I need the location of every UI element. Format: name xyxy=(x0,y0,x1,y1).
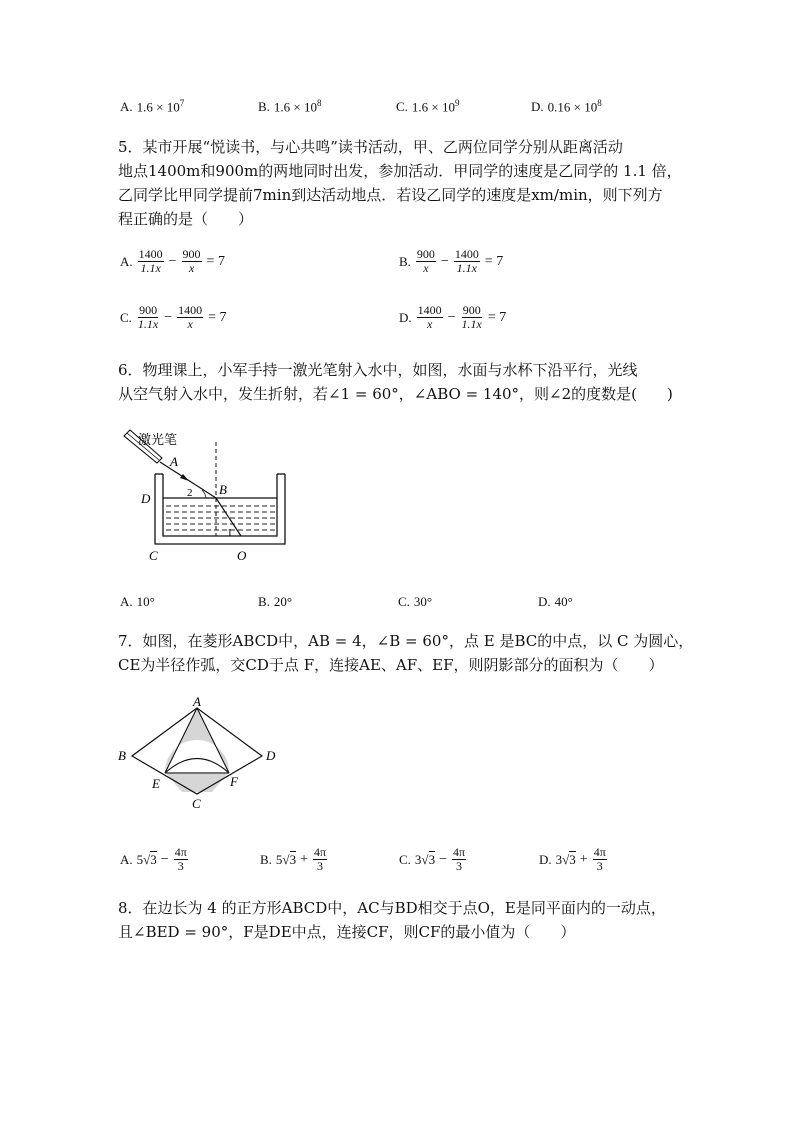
radicand: 3 xyxy=(289,852,297,867)
point-o-label: O xyxy=(237,548,247,563)
option-label: A. xyxy=(120,253,133,269)
fraction: $\frac{4\pi}{3}$ xyxy=(593,845,606,873)
q7-option-c[interactable] xyxy=(399,846,467,873)
q4-option-b[interactable] xyxy=(258,98,322,115)
mantissa: 1.6 xyxy=(273,99,291,115)
option-label: A. xyxy=(120,594,133,609)
sqrt-icon: √ xyxy=(143,851,151,867)
equation-rhs: = 7 xyxy=(208,309,227,325)
radicand: 3 xyxy=(428,852,436,867)
equation-rhs: = 7 xyxy=(487,309,507,325)
mantissa: 1.6 xyxy=(136,99,153,115)
option-label: B. xyxy=(399,253,411,269)
coefficient: 3 xyxy=(414,851,422,867)
option-label: C. xyxy=(120,309,132,325)
base: 10 xyxy=(442,99,456,115)
coefficient: 5 xyxy=(136,851,144,867)
q5-stem-line-1: 5．某市开展“悦读书，与心共鸣”读书活动，甲、乙两位同学分别从距离活动 xyxy=(118,138,623,156)
point-c-label: C xyxy=(149,548,158,563)
option-label: B. xyxy=(260,851,272,867)
fraction: $\frac{1400}{x}$ xyxy=(178,303,203,331)
fraction: $\frac{4\pi}{3}$ xyxy=(313,845,327,873)
sqrt-icon: √ xyxy=(421,851,429,867)
exponent: 9 xyxy=(455,98,460,108)
exponent: 8 xyxy=(597,98,602,108)
fraction: $\frac{900}{x}$ xyxy=(416,247,435,275)
option-label: C. xyxy=(398,594,410,609)
fraction: $\frac{900}{x}$ xyxy=(182,247,201,275)
times-sign: × xyxy=(573,99,581,115)
fraction: $\frac{1400}{x}$ xyxy=(417,303,442,331)
option-label: D. xyxy=(531,98,544,114)
q7-stem-line-2: CE为半径作弧，交CD于点 F，连接AE、AF、EF，则阴影部分的面积为（ ） xyxy=(118,656,664,674)
q7-option-b[interactable] xyxy=(260,846,328,873)
point-b-label: B xyxy=(219,482,227,497)
q7-option-a[interactable] xyxy=(120,846,189,873)
times-sign: × xyxy=(293,99,301,115)
q6-option-a[interactable] xyxy=(120,594,155,610)
operator: + xyxy=(579,851,588,867)
operator: − xyxy=(439,851,447,867)
q5-option-a[interactable] xyxy=(120,248,229,275)
option-label: C. xyxy=(396,98,408,114)
q6-stem-line-1: 6．物理课上，小军手持一激光笔射入水中，如图，水面与水杯下沿平行，光线 xyxy=(118,361,638,379)
q5-option-d[interactable] xyxy=(399,304,510,331)
q5-stem-line-3: 乙同学比甲同学提前7min到达活动地点．若设乙同学的速度是xm/min，则下列方 xyxy=(118,186,663,204)
q4-option-a[interactable] xyxy=(120,98,184,115)
option-text: 10° xyxy=(136,594,155,609)
fraction: $\frac{4\pi}{3}$ xyxy=(452,845,466,873)
q6-option-c[interactable] xyxy=(398,594,432,610)
radicand: 3 xyxy=(150,852,157,867)
arc-ef xyxy=(165,759,229,774)
q8-stem-line-2: 且∠BED = 90°，F是DE中点，连接CF，则CF的最小值为（ ） xyxy=(118,923,576,941)
q8-stem-line-1: 8．在边长为 4 的正方形ABCD中，AC与BD相交于点O，E是同平面内的一动点， xyxy=(118,899,666,917)
exponent: 8 xyxy=(317,98,322,108)
base: 10 xyxy=(304,99,318,115)
option-label: A. xyxy=(120,851,133,867)
coefficient: 5 xyxy=(275,851,283,867)
option-label: B. xyxy=(258,98,270,114)
q7-stem-line-1: 7．如图，在菱形ABCD中，AB = 4，∠B = 60°，点 E 是BC的中点，以 C 为圆心， xyxy=(118,632,694,650)
equation-rhs: = 7 xyxy=(206,253,225,269)
fraction: $\frac{1400}{1.1x}$ xyxy=(138,247,163,275)
point-f-label: F xyxy=(230,774,238,789)
angle-2-label: 2 xyxy=(187,487,193,499)
q6-option-b[interactable] xyxy=(258,594,292,610)
option-text: 40° xyxy=(554,594,573,609)
option-label: D. xyxy=(539,851,552,867)
q4-option-d[interactable] xyxy=(531,98,602,115)
sqrt-icon: √ xyxy=(562,851,570,867)
operator: − xyxy=(168,253,177,269)
times-sign: × xyxy=(156,99,164,115)
q7-rhombus-figure xyxy=(112,696,292,812)
shaded-region-bottom xyxy=(165,772,229,792)
segment-af xyxy=(197,708,229,773)
option-label: D. xyxy=(538,594,551,609)
option-label: B. xyxy=(258,594,270,609)
q5-option-b[interactable] xyxy=(399,248,507,275)
point-a-label: A xyxy=(193,696,201,709)
radicand: 3 xyxy=(569,852,576,867)
coefficient: 3 xyxy=(555,851,563,867)
q6-option-d[interactable] xyxy=(538,594,573,610)
option-label: A. xyxy=(120,98,133,114)
operator: − xyxy=(164,309,173,325)
base: 10 xyxy=(166,99,180,115)
fraction: $\frac{1400}{1.1x}$ xyxy=(454,247,479,275)
point-d-label: D xyxy=(141,491,151,506)
option-text: 30° xyxy=(413,594,433,609)
q5-option-c[interactable] xyxy=(120,304,231,331)
exponent: 7 xyxy=(179,98,185,108)
q4-option-c[interactable] xyxy=(396,98,460,115)
operator: + xyxy=(300,851,308,867)
point-a-label: A xyxy=(170,454,178,469)
q6-laser-cup-figure xyxy=(110,422,300,570)
fraction: $\frac{4\pi}{3}$ xyxy=(174,845,187,873)
base: 10 xyxy=(584,99,598,115)
mantissa: 1.6 xyxy=(411,99,429,115)
option-text: 20° xyxy=(273,594,293,609)
point-c-label: C xyxy=(192,796,201,811)
fraction: $\frac{900}{1.1x}$ xyxy=(137,303,159,331)
operator: − xyxy=(447,309,456,325)
point-b-label: B xyxy=(118,748,126,763)
mantissa: 0.16 xyxy=(547,99,571,115)
segment-ae xyxy=(165,708,197,773)
option-label: C. xyxy=(399,851,411,867)
pen-label: 激光笔 xyxy=(138,432,178,447)
point-d-label: D xyxy=(266,748,276,763)
fraction: $\frac{900}{1.1x}$ xyxy=(461,303,482,331)
sqrt-icon: √ xyxy=(282,851,290,867)
shaded-region-top xyxy=(165,708,229,772)
q5-stem-line-2: 地点1400m和900m的两地同时出发，参加活动．甲同学的速度是乙同学的 1.1 倍， xyxy=(118,162,682,180)
q6-stem-line-2: 从空气射入水中，发生折射，若∠1 = 60°，∠ABO = 140°，则∠2的度数是( ) xyxy=(118,385,673,403)
q5-stem-line-4: 程正确的是（ ） xyxy=(118,210,254,228)
equation-rhs: = 7 xyxy=(484,253,504,269)
operator: − xyxy=(160,851,169,867)
times-sign: × xyxy=(431,99,439,115)
option-label: D. xyxy=(399,309,412,325)
operator: − xyxy=(440,253,449,269)
point-e-label: E xyxy=(152,776,160,791)
angle-1-label: 1 xyxy=(227,527,233,539)
q7-option-d[interactable] xyxy=(539,846,608,873)
